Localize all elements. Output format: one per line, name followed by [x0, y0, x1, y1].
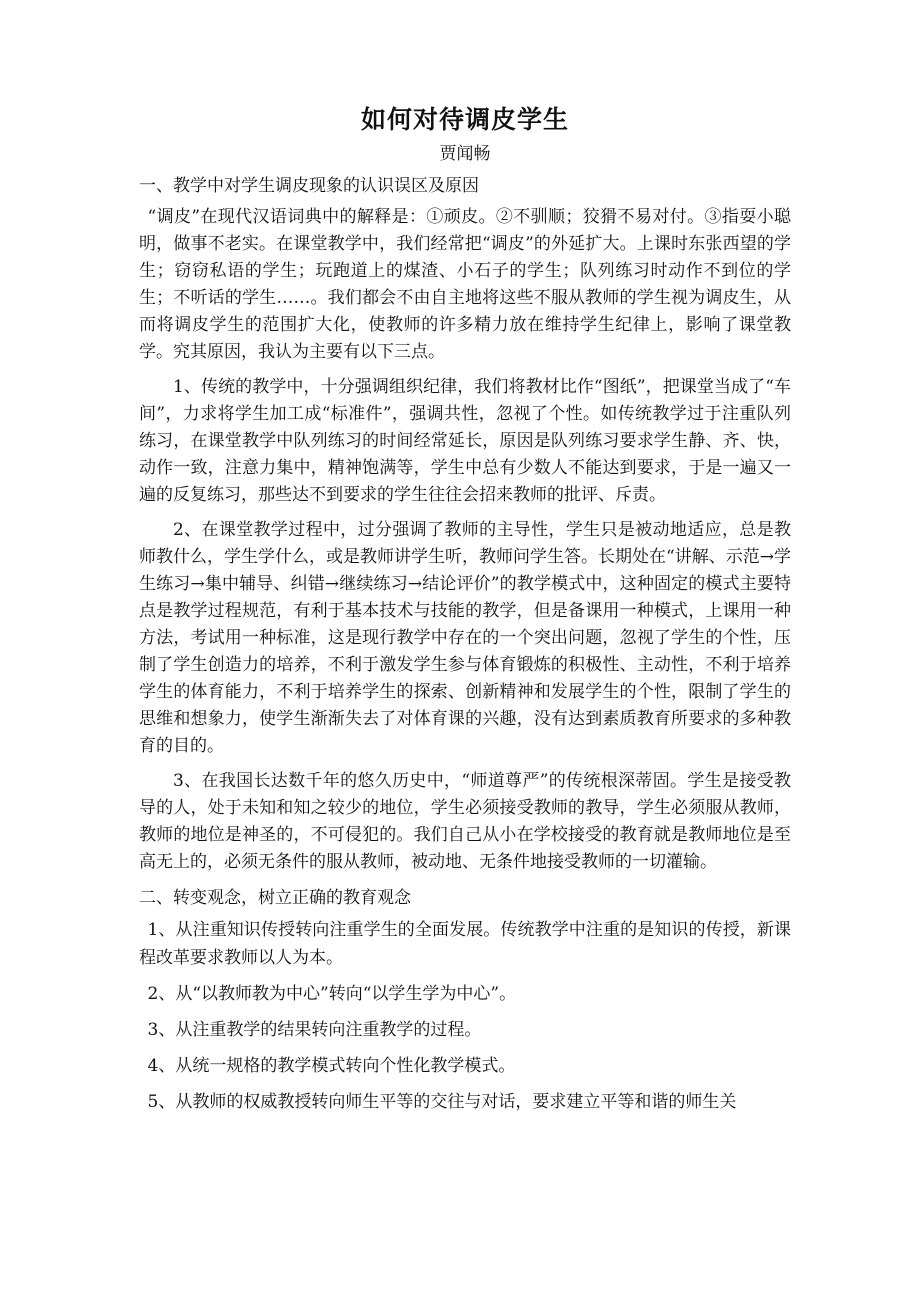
section-1-heading: 一、教学中对学生调皮现象的认识误区及原因	[139, 176, 479, 196]
document-page	[139, 100, 791, 1124]
reason-paragraph-1: 1、传统的教学中，十分强调组织纪律，我们将教材比作“图纸”，把课堂当成了“车间”，力求将学生加工成“标准件”，强调共性，忽视了个性。如传统教学过于注重队列练习，在课堂教学中队列练习的时间经常延长，原因是队列练习要求学生静、齐、快，动作一致，注意力集中，精神饱满等，学生中总有少数人不能达到要求，于是一遍又一遍的反复练习，那些达不到要求的学生往往会招来教师的批评、斥责。	[139, 377, 791, 505]
intro-paragraph: “调皮”在现代汉语词典中的解释是：①顽皮。②不驯顺；狡猾不易对付。③指耍小聪明，做事不老实。在课堂教学中，我们经常把“调皮”的外延扩大。上课时东张西望的学生；窃窃私语的学生；玩跑道上的煤渣、小石子的学生；队列练习时动作不到位的学生；不听话的学生……。我们都会不由自主地将这些不服从教师的学生视为调皮生，从而将调皮学生的范围扩大化，使教师的许多精力放在维持学生纪律上，影响了课堂教学。究其原因，我认为主要有以下三点。	[139, 207, 791, 362]
author-name: 贾闻畅	[439, 144, 491, 164]
point-2: 2、从“以教师教为中心”转向“以学生学为中心”。	[147, 984, 517, 1004]
section-2-heading: 二、转变观念，树立正确的教育观念	[139, 888, 411, 908]
reason-paragraph-2: 2、在课堂教学过程中，过分强调了教师的主导性，学生只是被动地适应，总是教师教什么，学生学什么，或是教师讲学生听，教师问学生答。长期处在“讲解、示范→学生练习→集中辅导、纠错→继续练习→结论评价”的教学模式中，这种固定的模式主要特点是教学过程规范，有利于基本技术与技能的教学，但是备课用一种模式，上课用一种方法，考试用一种标准，这是现行教学中存在的一个突出问题，忽视了学生的个性，压制了学生创造力的培养，不利于激发学生参与体育锻炼的积极性、主动性，不利于培养学生的体育能力，不利于培养学生的探索、创新精神和发展学生的个性，限制了学生的思维和想象力，使学生渐渐失去了对体育课的兴趣，没有达到素质教育所要求的多种教育的目的。	[139, 520, 791, 756]
point-3: 3、从注重教学的结果转向注重教学的过程。	[147, 1020, 482, 1040]
document-title: 如何对待调皮学生	[360, 105, 569, 134]
point-1: 1、从注重知识传授转向注重学生的全面发展。传统教学中注重的是知识的传授，新课程改革要求教师以人为本。	[139, 920, 791, 968]
reason-paragraph-3: 3、在我国长达数千年的悠久历史中，“师道尊严”的传统根深蒂固。学生是接受教导的人，处于未知和知之较少的地位，学生必须接受教师的教导，学生必须服从教师，教师的地位是神圣的，不可侵犯的。我们自己从小在学校接受的教育就是教师地位是至高无上的，必须无条件的服从教师，被动地、无条件地接受教师的一切灌输。	[139, 771, 791, 872]
point-4: 4、从统一规格的教学模式转向个性化教学模式。	[147, 1056, 516, 1076]
point-5: 5、从教师的权威教授转向师生平等的交往与对话，要求建立平等和谐的师生关	[147, 1092, 737, 1112]
